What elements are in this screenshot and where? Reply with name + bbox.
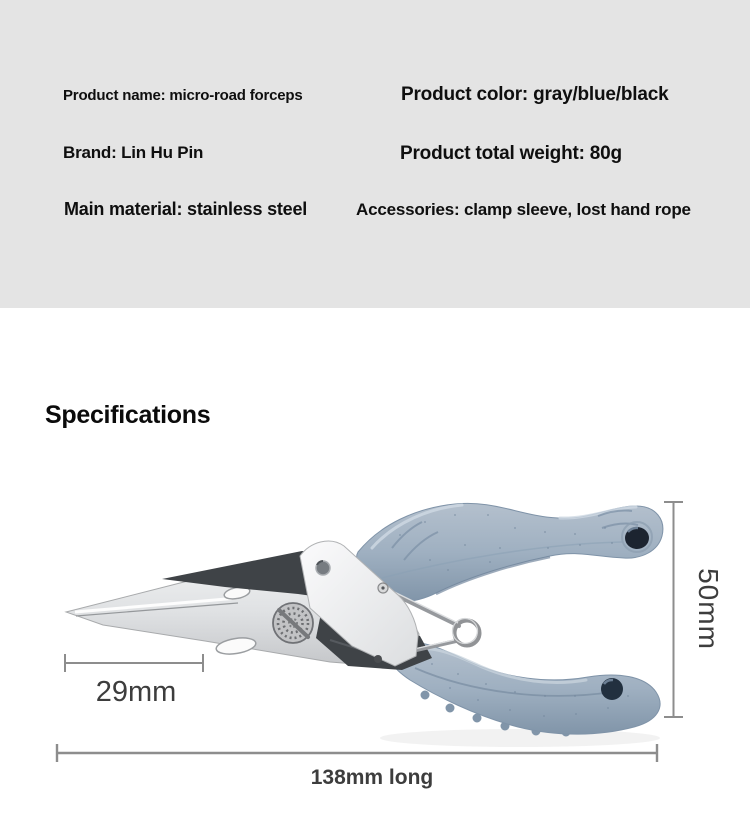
product-info-panel bbox=[0, 0, 750, 308]
weight-text: Product total weight: 80g bbox=[400, 143, 622, 164]
dimension-29mm bbox=[65, 654, 203, 708]
top-handle bbox=[357, 503, 663, 601]
dimension-138mm-label: 138mm long bbox=[310, 766, 434, 789]
material-text: Main material: stainless steel bbox=[64, 199, 308, 219]
product-color-text: Product color: gray/blue/black bbox=[401, 84, 669, 105]
dimension-50mm bbox=[664, 502, 724, 717]
pivot-screw bbox=[273, 603, 313, 643]
dimension-29mm-label: 29mm bbox=[95, 676, 177, 708]
product-name-text: Product name: micro-road forceps bbox=[63, 87, 303, 104]
bottom-lanyard-hole bbox=[601, 678, 623, 700]
dimension-50mm-label: 50mm bbox=[693, 568, 724, 650]
pliers-diagram bbox=[0, 468, 750, 818]
accessories-text: Accessories: clamp sleeve, lost hand rope bbox=[356, 200, 691, 219]
brand-text: Brand: Lin Hu Pin bbox=[63, 143, 204, 162]
dimension-138mm bbox=[57, 744, 657, 789]
specifications-heading: Specifications bbox=[45, 401, 211, 429]
spring-screw-dot bbox=[381, 586, 384, 589]
spring-rivet bbox=[374, 655, 382, 663]
pliers-shadow bbox=[380, 729, 660, 747]
